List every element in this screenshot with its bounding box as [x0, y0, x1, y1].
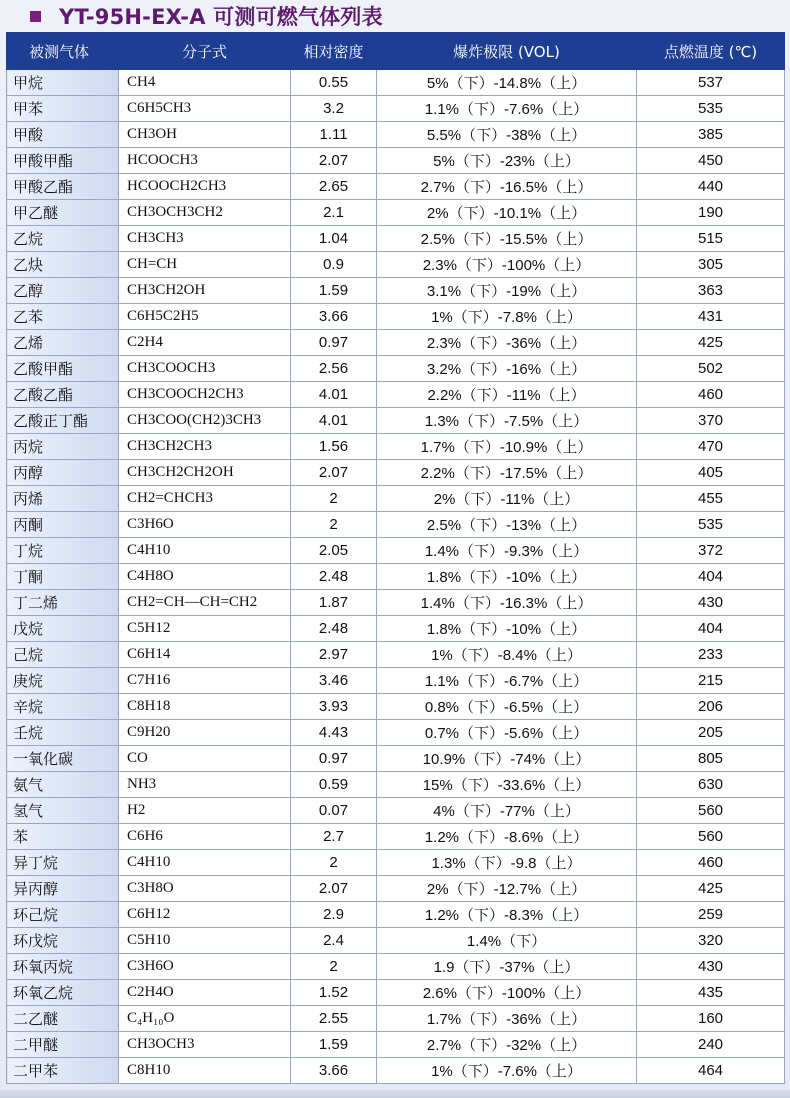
cell-formula: H2 [119, 798, 291, 824]
cell-explosion-limit: 1.9（下）-37%（上） [377, 954, 637, 980]
table-row [7, 824, 785, 850]
cell-density: 1.59 [291, 278, 377, 304]
gas-table [6, 32, 785, 1084]
cell-explosion-limit: 1.7%（下）-10.9%（上） [377, 434, 637, 460]
cell-density: 2.56 [291, 356, 377, 382]
cell-explosion-limit: 3.2%（下）-16%（上） [377, 356, 637, 382]
cell-ignition-temp: 430 [637, 590, 785, 616]
table-row [7, 148, 785, 174]
cell-density: 1.11 [291, 122, 377, 148]
cell-formula: HCOOCH3 [119, 148, 291, 174]
cell-explosion-limit: 5%（下）-23%（上） [377, 148, 637, 174]
cell-gas-name: 丁二烯 [7, 590, 119, 616]
cell-ignition-temp: 233 [637, 642, 785, 668]
table-row [7, 772, 785, 798]
cell-density: 4.01 [291, 408, 377, 434]
cell-explosion-limit: 2%（下）-10.1%（上） [377, 200, 637, 226]
cell-density: 2 [291, 850, 377, 876]
table-row [7, 382, 785, 408]
cell-formula: C2H4 [119, 330, 291, 356]
cell-explosion-limit: 3.1%（下）-19%（上） [377, 278, 637, 304]
cell-formula: C6H5C2H5 [119, 304, 291, 330]
header-row [7, 33, 785, 70]
cell-ignition-temp: 215 [637, 668, 785, 694]
cell-formula: CO [119, 746, 291, 772]
cell-formula: C8H10 [119, 1058, 291, 1084]
bottom-band [0, 1090, 790, 1098]
table-row [7, 486, 785, 512]
header-density: 相对密度 [291, 33, 377, 70]
cell-density: 0.97 [291, 330, 377, 356]
cell-ignition-temp: 450 [637, 148, 785, 174]
page-title: YT-95H-EX-A 可测可燃气体列表 [59, 5, 383, 29]
table-row [7, 616, 785, 642]
table-row [7, 720, 785, 746]
cell-explosion-limit: 1.4%（下） [377, 928, 637, 954]
cell-formula: HCOOCH2CH3 [119, 174, 291, 200]
table-row [7, 902, 785, 928]
cell-density: 2 [291, 954, 377, 980]
cell-gas-name: 乙酸甲酯 [7, 356, 119, 382]
cell-formula: CH3CH3 [119, 226, 291, 252]
table-row [7, 122, 785, 148]
cell-formula: CH3OCH3 [119, 1032, 291, 1058]
cell-formula: C3H6O [119, 954, 291, 980]
cell-ignition-temp: 425 [637, 330, 785, 356]
table-row [7, 252, 785, 278]
cell-gas-name: 丁烷 [7, 538, 119, 564]
cell-ignition-temp: 372 [637, 538, 785, 564]
cell-ignition-temp: 405 [637, 460, 785, 486]
cell-explosion-limit: 1%（下）-7.8%（上） [377, 304, 637, 330]
cell-ignition-temp: 240 [637, 1032, 785, 1058]
cell-density: 0.07 [291, 798, 377, 824]
cell-explosion-limit: 15%（下）-33.6%（上） [377, 772, 637, 798]
table-row [7, 1032, 785, 1058]
cell-formula: CH3CH2OH [119, 278, 291, 304]
cell-formula: C7H16 [119, 668, 291, 694]
cell-density: 4.01 [291, 382, 377, 408]
cell-gas-name: 异丙醇 [7, 876, 119, 902]
table-row [7, 226, 785, 252]
cell-ignition-temp: 431 [637, 304, 785, 330]
cell-density: 2.7 [291, 824, 377, 850]
cell-gas-name: 甲酸甲酯 [7, 148, 119, 174]
table-row [7, 928, 785, 954]
table-row [7, 304, 785, 330]
cell-density: 2.4 [291, 928, 377, 954]
cell-ignition-temp: 190 [637, 200, 785, 226]
table-row [7, 746, 785, 772]
cell-ignition-temp: 464 [637, 1058, 785, 1084]
cell-explosion-limit: 2.2%（下）-11%（上） [377, 382, 637, 408]
cell-ignition-temp: 470 [637, 434, 785, 460]
cell-formula: NH3 [119, 772, 291, 798]
cell-gas-name: 环氧丙烷 [7, 954, 119, 980]
header-formula: 分子式 [119, 33, 291, 70]
table-row [7, 642, 785, 668]
cell-explosion-limit: 1.3%（下）-7.5%（上） [377, 408, 637, 434]
cell-ignition-temp: 259 [637, 902, 785, 928]
header-gas-name: 被测气体 [7, 33, 119, 70]
cell-ignition-temp: 515 [637, 226, 785, 252]
cell-density: 2 [291, 486, 377, 512]
table-row [7, 408, 785, 434]
cell-ignition-temp: 535 [637, 96, 785, 122]
cell-formula: CH3COO(CH2)3CH3 [119, 408, 291, 434]
cell-gas-name: 甲苯 [7, 96, 119, 122]
cell-gas-name: 一氧化碳 [7, 746, 119, 772]
cell-explosion-limit: 0.8%（下）-6.5%（上） [377, 694, 637, 720]
table-row [7, 1006, 785, 1032]
cell-density: 2.05 [291, 538, 377, 564]
table-row [7, 70, 785, 96]
cell-ignition-temp: 630 [637, 772, 785, 798]
cell-density: 1.56 [291, 434, 377, 460]
cell-gas-name: 二乙醚 [7, 1006, 119, 1032]
cell-gas-name: 环己烷 [7, 902, 119, 928]
cell-density: 1.04 [291, 226, 377, 252]
cell-ignition-temp: 320 [637, 928, 785, 954]
cell-gas-name: 甲酸 [7, 122, 119, 148]
cell-ignition-temp: 560 [637, 824, 785, 850]
cell-gas-name: 乙烷 [7, 226, 119, 252]
table-row [7, 850, 785, 876]
cell-gas-name: 壬烷 [7, 720, 119, 746]
cell-explosion-limit: 0.7%（下）-5.6%（上） [377, 720, 637, 746]
table-row [7, 96, 785, 122]
cell-gas-name: 丙酮 [7, 512, 119, 538]
cell-formula: C4H10 [119, 538, 291, 564]
table-header [7, 33, 785, 70]
cell-ignition-temp: 385 [637, 122, 785, 148]
cell-density: 0.97 [291, 746, 377, 772]
cell-gas-name: 丙烯 [7, 486, 119, 512]
cell-ignition-temp: 560 [637, 798, 785, 824]
cell-gas-name: 辛烷 [7, 694, 119, 720]
cell-formula: C6H14 [119, 642, 291, 668]
cell-formula: CH3CH2CH2OH [119, 460, 291, 486]
cell-explosion-limit: 1.1%（下）-6.7%（上） [377, 668, 637, 694]
cell-explosion-limit: 1.2%（下）-8.6%（上） [377, 824, 637, 850]
cell-explosion-limit: 1.7%（下）-36%（上） [377, 1006, 637, 1032]
cell-formula: C6H5CH3 [119, 96, 291, 122]
cell-formula: C5H12 [119, 616, 291, 642]
cell-density: 2.55 [291, 1006, 377, 1032]
cell-gas-name: 乙苯 [7, 304, 119, 330]
cell-gas-name: 氢气 [7, 798, 119, 824]
cell-density: 4.43 [291, 720, 377, 746]
table-body [7, 70, 785, 1084]
table-row [7, 460, 785, 486]
table-row [7, 980, 785, 1006]
cell-explosion-limit: 4%（下）-77%（上） [377, 798, 637, 824]
cell-density: 2 [291, 512, 377, 538]
table-row [7, 798, 785, 824]
cell-density: 0.55 [291, 70, 377, 96]
cell-gas-name: 庚烷 [7, 668, 119, 694]
cell-ignition-temp: 370 [637, 408, 785, 434]
cell-ignition-temp: 460 [637, 850, 785, 876]
cell-formula: CH3OCH3CH2 [119, 200, 291, 226]
cell-formula: C3H8O [119, 876, 291, 902]
cell-density: 1.52 [291, 980, 377, 1006]
cell-ignition-temp: 205 [637, 720, 785, 746]
cell-gas-name: 环氧乙烷 [7, 980, 119, 1006]
cell-density: 3.46 [291, 668, 377, 694]
cell-explosion-limit: 1.8%（下）-10%（上） [377, 616, 637, 642]
cell-formula: C5H10 [119, 928, 291, 954]
cell-explosion-limit: 1.8%（下）-10%（上） [377, 564, 637, 590]
table-row [7, 512, 785, 538]
header-explosion-limit: 爆炸极限 (VOL) [377, 33, 637, 70]
cell-formula: CH4 [119, 70, 291, 96]
title-bar [0, 0, 790, 32]
table-row [7, 538, 785, 564]
table-row [7, 564, 785, 590]
cell-formula: C4H10 [119, 850, 291, 876]
table-row [7, 1058, 785, 1084]
cell-ignition-temp: 404 [637, 564, 785, 590]
cell-gas-name: 乙酸正丁酯 [7, 408, 119, 434]
cell-explosion-limit: 2.3%（下）-36%（上） [377, 330, 637, 356]
cell-explosion-limit: 2.5%（下）-15.5%（上） [377, 226, 637, 252]
cell-ignition-temp: 363 [637, 278, 785, 304]
cell-explosion-limit: 2.2%（下）-17.5%（上） [377, 460, 637, 486]
cell-ignition-temp: 460 [637, 382, 785, 408]
cell-explosion-limit: 10.9%（下）-74%（上） [377, 746, 637, 772]
cell-gas-name: 苯 [7, 824, 119, 850]
cell-explosion-limit: 2%（下）-11%（上） [377, 486, 637, 512]
cell-formula: C2H4O [119, 980, 291, 1006]
cell-density: 0.59 [291, 772, 377, 798]
cell-ignition-temp: 502 [637, 356, 785, 382]
cell-density: 2.1 [291, 200, 377, 226]
cell-formula: C₄H₁₀O [119, 1006, 291, 1032]
cell-ignition-temp: 440 [637, 174, 785, 200]
cell-explosion-limit: 2%（下）-12.7%（上） [377, 876, 637, 902]
cell-gas-name: 丁酮 [7, 564, 119, 590]
cell-ignition-temp: 206 [637, 694, 785, 720]
cell-gas-name: 甲烷 [7, 70, 119, 96]
cell-ignition-temp: 435 [637, 980, 785, 1006]
cell-explosion-limit: 5.5%（下）-38%（上） [377, 122, 637, 148]
cell-gas-name: 氨气 [7, 772, 119, 798]
cell-gas-name: 甲乙醚 [7, 200, 119, 226]
cell-gas-name: 甲酸乙酯 [7, 174, 119, 200]
gas-table-container [6, 32, 784, 1084]
cell-formula: CH3COOCH3 [119, 356, 291, 382]
cell-ignition-temp: 160 [637, 1006, 785, 1032]
cell-gas-name: 乙酸乙酯 [7, 382, 119, 408]
cell-explosion-limit: 2.7%（下）-32%（上） [377, 1032, 637, 1058]
cell-formula: C6H12 [119, 902, 291, 928]
cell-gas-name: 戊烷 [7, 616, 119, 642]
cell-density: 1.59 [291, 1032, 377, 1058]
cell-gas-name: 二甲醚 [7, 1032, 119, 1058]
cell-formula: CH3COOCH2CH3 [119, 382, 291, 408]
cell-formula: C8H18 [119, 694, 291, 720]
table-row [7, 200, 785, 226]
cell-density: 2.07 [291, 148, 377, 174]
cell-ignition-temp: 535 [637, 512, 785, 538]
cell-density: 2.07 [291, 876, 377, 902]
cell-density: 3.93 [291, 694, 377, 720]
cell-gas-name: 环戊烷 [7, 928, 119, 954]
cell-density: 2.97 [291, 642, 377, 668]
table-row [7, 694, 785, 720]
cell-density: 2.07 [291, 460, 377, 486]
table-row [7, 668, 785, 694]
cell-formula: C9H20 [119, 720, 291, 746]
table-row [7, 330, 785, 356]
cell-ignition-temp: 430 [637, 954, 785, 980]
cell-gas-name: 异丁烷 [7, 850, 119, 876]
cell-density: 3.66 [291, 304, 377, 330]
cell-explosion-limit: 2.5%（下）-13%（上） [377, 512, 637, 538]
cell-density: 0.9 [291, 252, 377, 278]
cell-explosion-limit: 5%（下）-14.8%（上） [377, 70, 637, 96]
cell-gas-name: 乙炔 [7, 252, 119, 278]
cell-formula: CH=CH [119, 252, 291, 278]
cell-gas-name: 乙醇 [7, 278, 119, 304]
table-row [7, 278, 785, 304]
cell-density: 2.48 [291, 564, 377, 590]
cell-density: 3.66 [291, 1058, 377, 1084]
cell-density: 2.48 [291, 616, 377, 642]
cell-explosion-limit: 2.3%（下）-100%（上） [377, 252, 637, 278]
cell-ignition-temp: 455 [637, 486, 785, 512]
cell-density: 1.87 [291, 590, 377, 616]
cell-ignition-temp: 805 [637, 746, 785, 772]
cell-explosion-limit: 1%（下）-8.4%（上） [377, 642, 637, 668]
cell-explosion-limit: 1.4%（下）-16.3%（上） [377, 590, 637, 616]
cell-formula: CH3OH [119, 122, 291, 148]
cell-explosion-limit: 1.3%（下）-9.8（上） [377, 850, 637, 876]
cell-explosion-limit: 2.6%（下）-100%（上） [377, 980, 637, 1006]
cell-gas-name: 己烷 [7, 642, 119, 668]
cell-explosion-limit: 1%（下）-7.6%（上） [377, 1058, 637, 1084]
cell-formula: CH2=CHCH3 [119, 486, 291, 512]
table-row [7, 174, 785, 200]
cell-density: 3.2 [291, 96, 377, 122]
table-row [7, 434, 785, 460]
header-ignition-temp: 点燃温度 (℃) [637, 33, 785, 70]
table-row [7, 590, 785, 616]
cell-ignition-temp: 305 [637, 252, 785, 278]
title-bullet-square-icon [30, 11, 41, 22]
cell-density: 2.65 [291, 174, 377, 200]
cell-gas-name: 二甲苯 [7, 1058, 119, 1084]
cell-explosion-limit: 1.1%（下）-7.6%（上） [377, 96, 637, 122]
cell-formula: C4H8O [119, 564, 291, 590]
table-row [7, 954, 785, 980]
cell-explosion-limit: 2.7%（下）-16.5%（上） [377, 174, 637, 200]
table-row [7, 876, 785, 902]
cell-ignition-temp: 404 [637, 616, 785, 642]
cell-ignition-temp: 425 [637, 876, 785, 902]
cell-gas-name: 乙烯 [7, 330, 119, 356]
cell-gas-name: 丙烷 [7, 434, 119, 460]
cell-ignition-temp: 537 [637, 70, 785, 96]
cell-explosion-limit: 1.4%（下）-9.3%（上） [377, 538, 637, 564]
cell-formula: CH3CH2CH3 [119, 434, 291, 460]
cell-density: 2.9 [291, 902, 377, 928]
cell-formula: C6H6 [119, 824, 291, 850]
cell-formula: C3H6O [119, 512, 291, 538]
table-row [7, 356, 785, 382]
cell-gas-name: 丙醇 [7, 460, 119, 486]
cell-formula: CH2=CH—CH=CH2 [119, 590, 291, 616]
cell-explosion-limit: 1.2%（下）-8.3%（上） [377, 902, 637, 928]
